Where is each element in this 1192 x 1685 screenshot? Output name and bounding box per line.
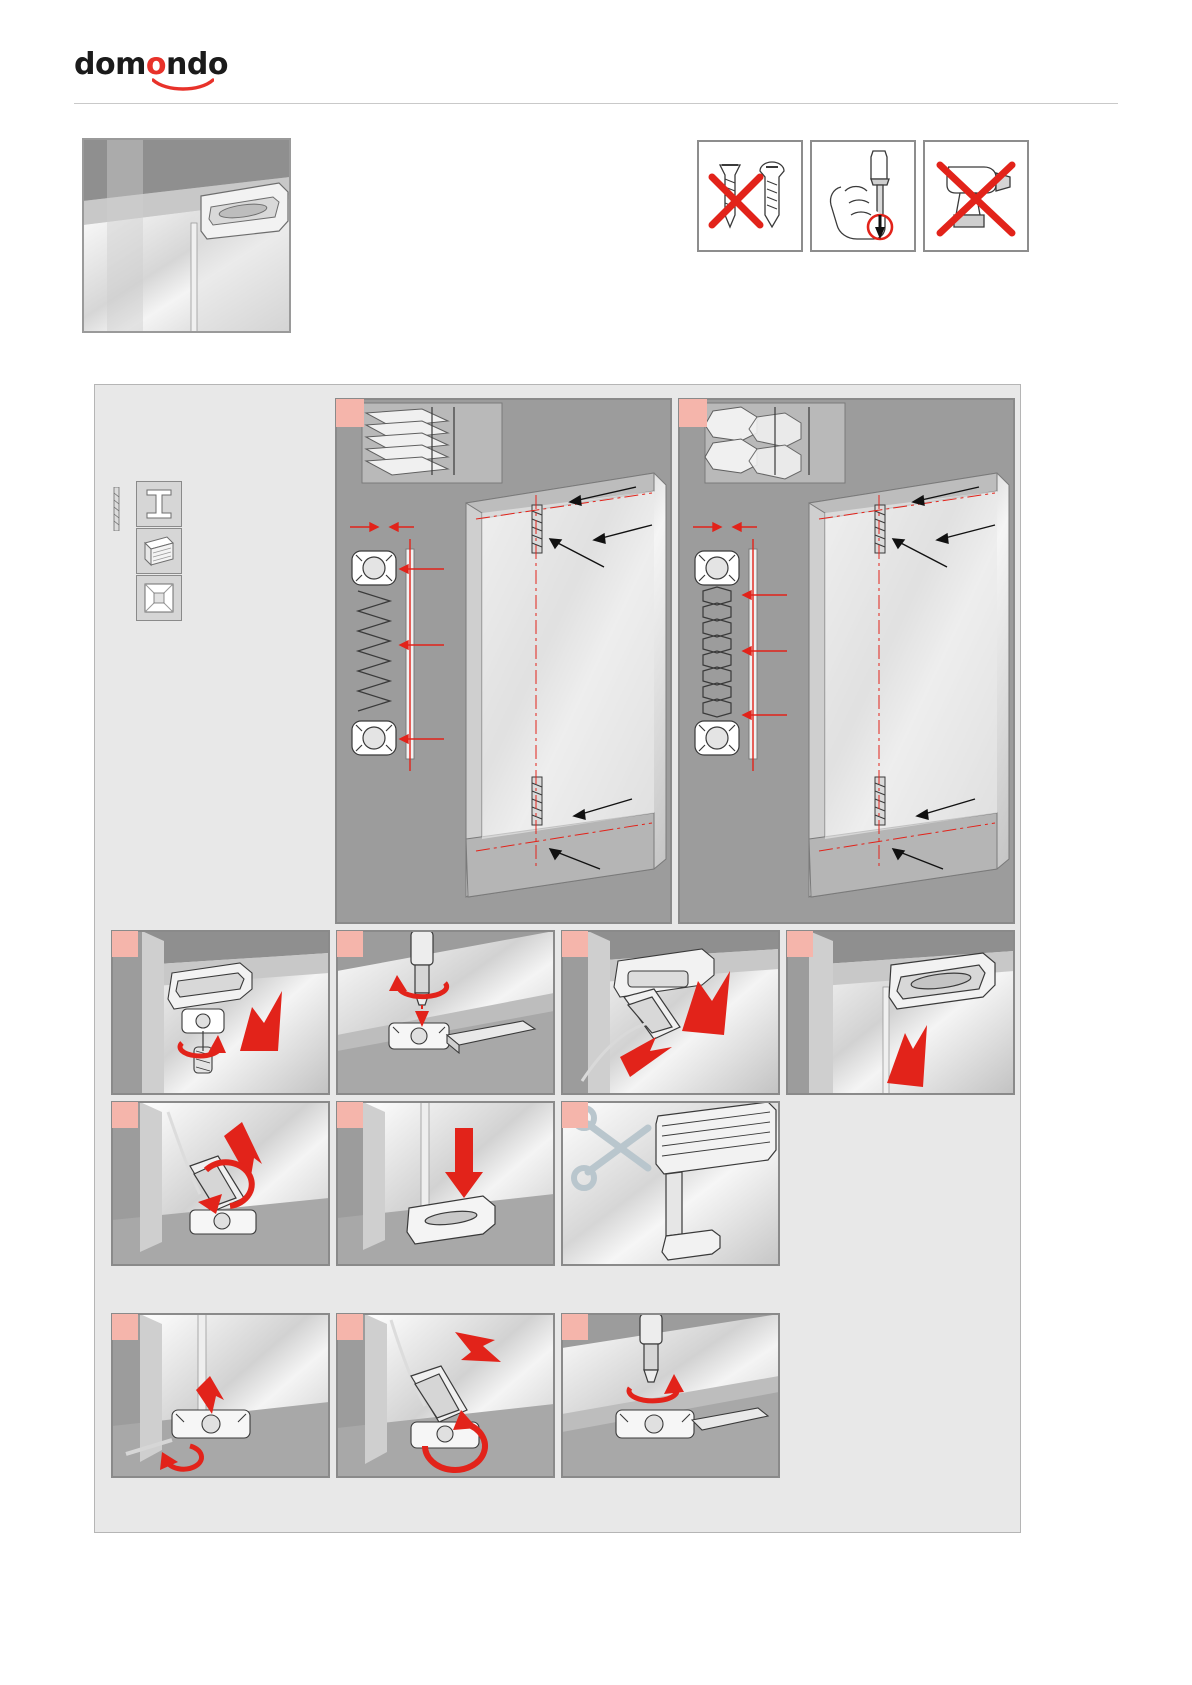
tools-column [106, 481, 186, 621]
mounted-bracket-photo [82, 138, 291, 333]
brand-logo [74, 48, 314, 92]
step-badge [562, 1102, 588, 1128]
step-badge [679, 399, 707, 427]
step-badge [562, 1314, 588, 1340]
step-press-bottom-rail-into-bracket [336, 1101, 555, 1266]
step-screw-bracket-bottom [336, 930, 555, 1095]
step-badge [787, 931, 813, 957]
warning-hand-screwdriver [810, 140, 916, 252]
instruction-panel [94, 384, 1021, 1533]
cordless-drill-crossed-out-icon [924, 141, 1028, 251]
warning-screws-crossed-out [697, 140, 803, 252]
wood-material-icon [136, 528, 182, 574]
step-badge [336, 399, 364, 427]
step-swing-blind-up-for-removal [336, 1313, 555, 1478]
step-badge [562, 931, 588, 957]
two-screws-crossed-out-icon [698, 141, 802, 251]
logo-swoosh-icon [152, 78, 214, 92]
step-lift-blind-into-top-bracket [561, 930, 780, 1095]
step-measure-pleated-blind [335, 398, 672, 924]
drill-bit-icon [112, 487, 121, 531]
warning-power-drill-forbidden [923, 140, 1029, 252]
step-push-headrail-home [786, 930, 1015, 1095]
step-unscrew-bottom-bracket [561, 1313, 780, 1478]
hand-holding-screwdriver-icon [811, 141, 915, 251]
step-measure-honeycomb-blind [678, 398, 1015, 924]
metal-profile-icon [136, 481, 182, 527]
brand-name: domondo [74, 47, 228, 82]
step-release-bottom-bracket-with-tool [111, 1313, 330, 1478]
step-badge [337, 931, 363, 957]
step-trim-excess-cord [561, 1101, 780, 1266]
step-badge [112, 931, 138, 957]
tile-material-icon [136, 575, 182, 621]
step-swing-blind-down [111, 1101, 330, 1266]
step-badge [337, 1314, 363, 1340]
step-badge [112, 1102, 138, 1128]
step-badge [337, 1102, 363, 1128]
step-badge [112, 1314, 138, 1340]
header-divider [74, 103, 1118, 104]
warning-icons-row [697, 140, 1027, 252]
step-insert-bracket-top [111, 930, 330, 1095]
